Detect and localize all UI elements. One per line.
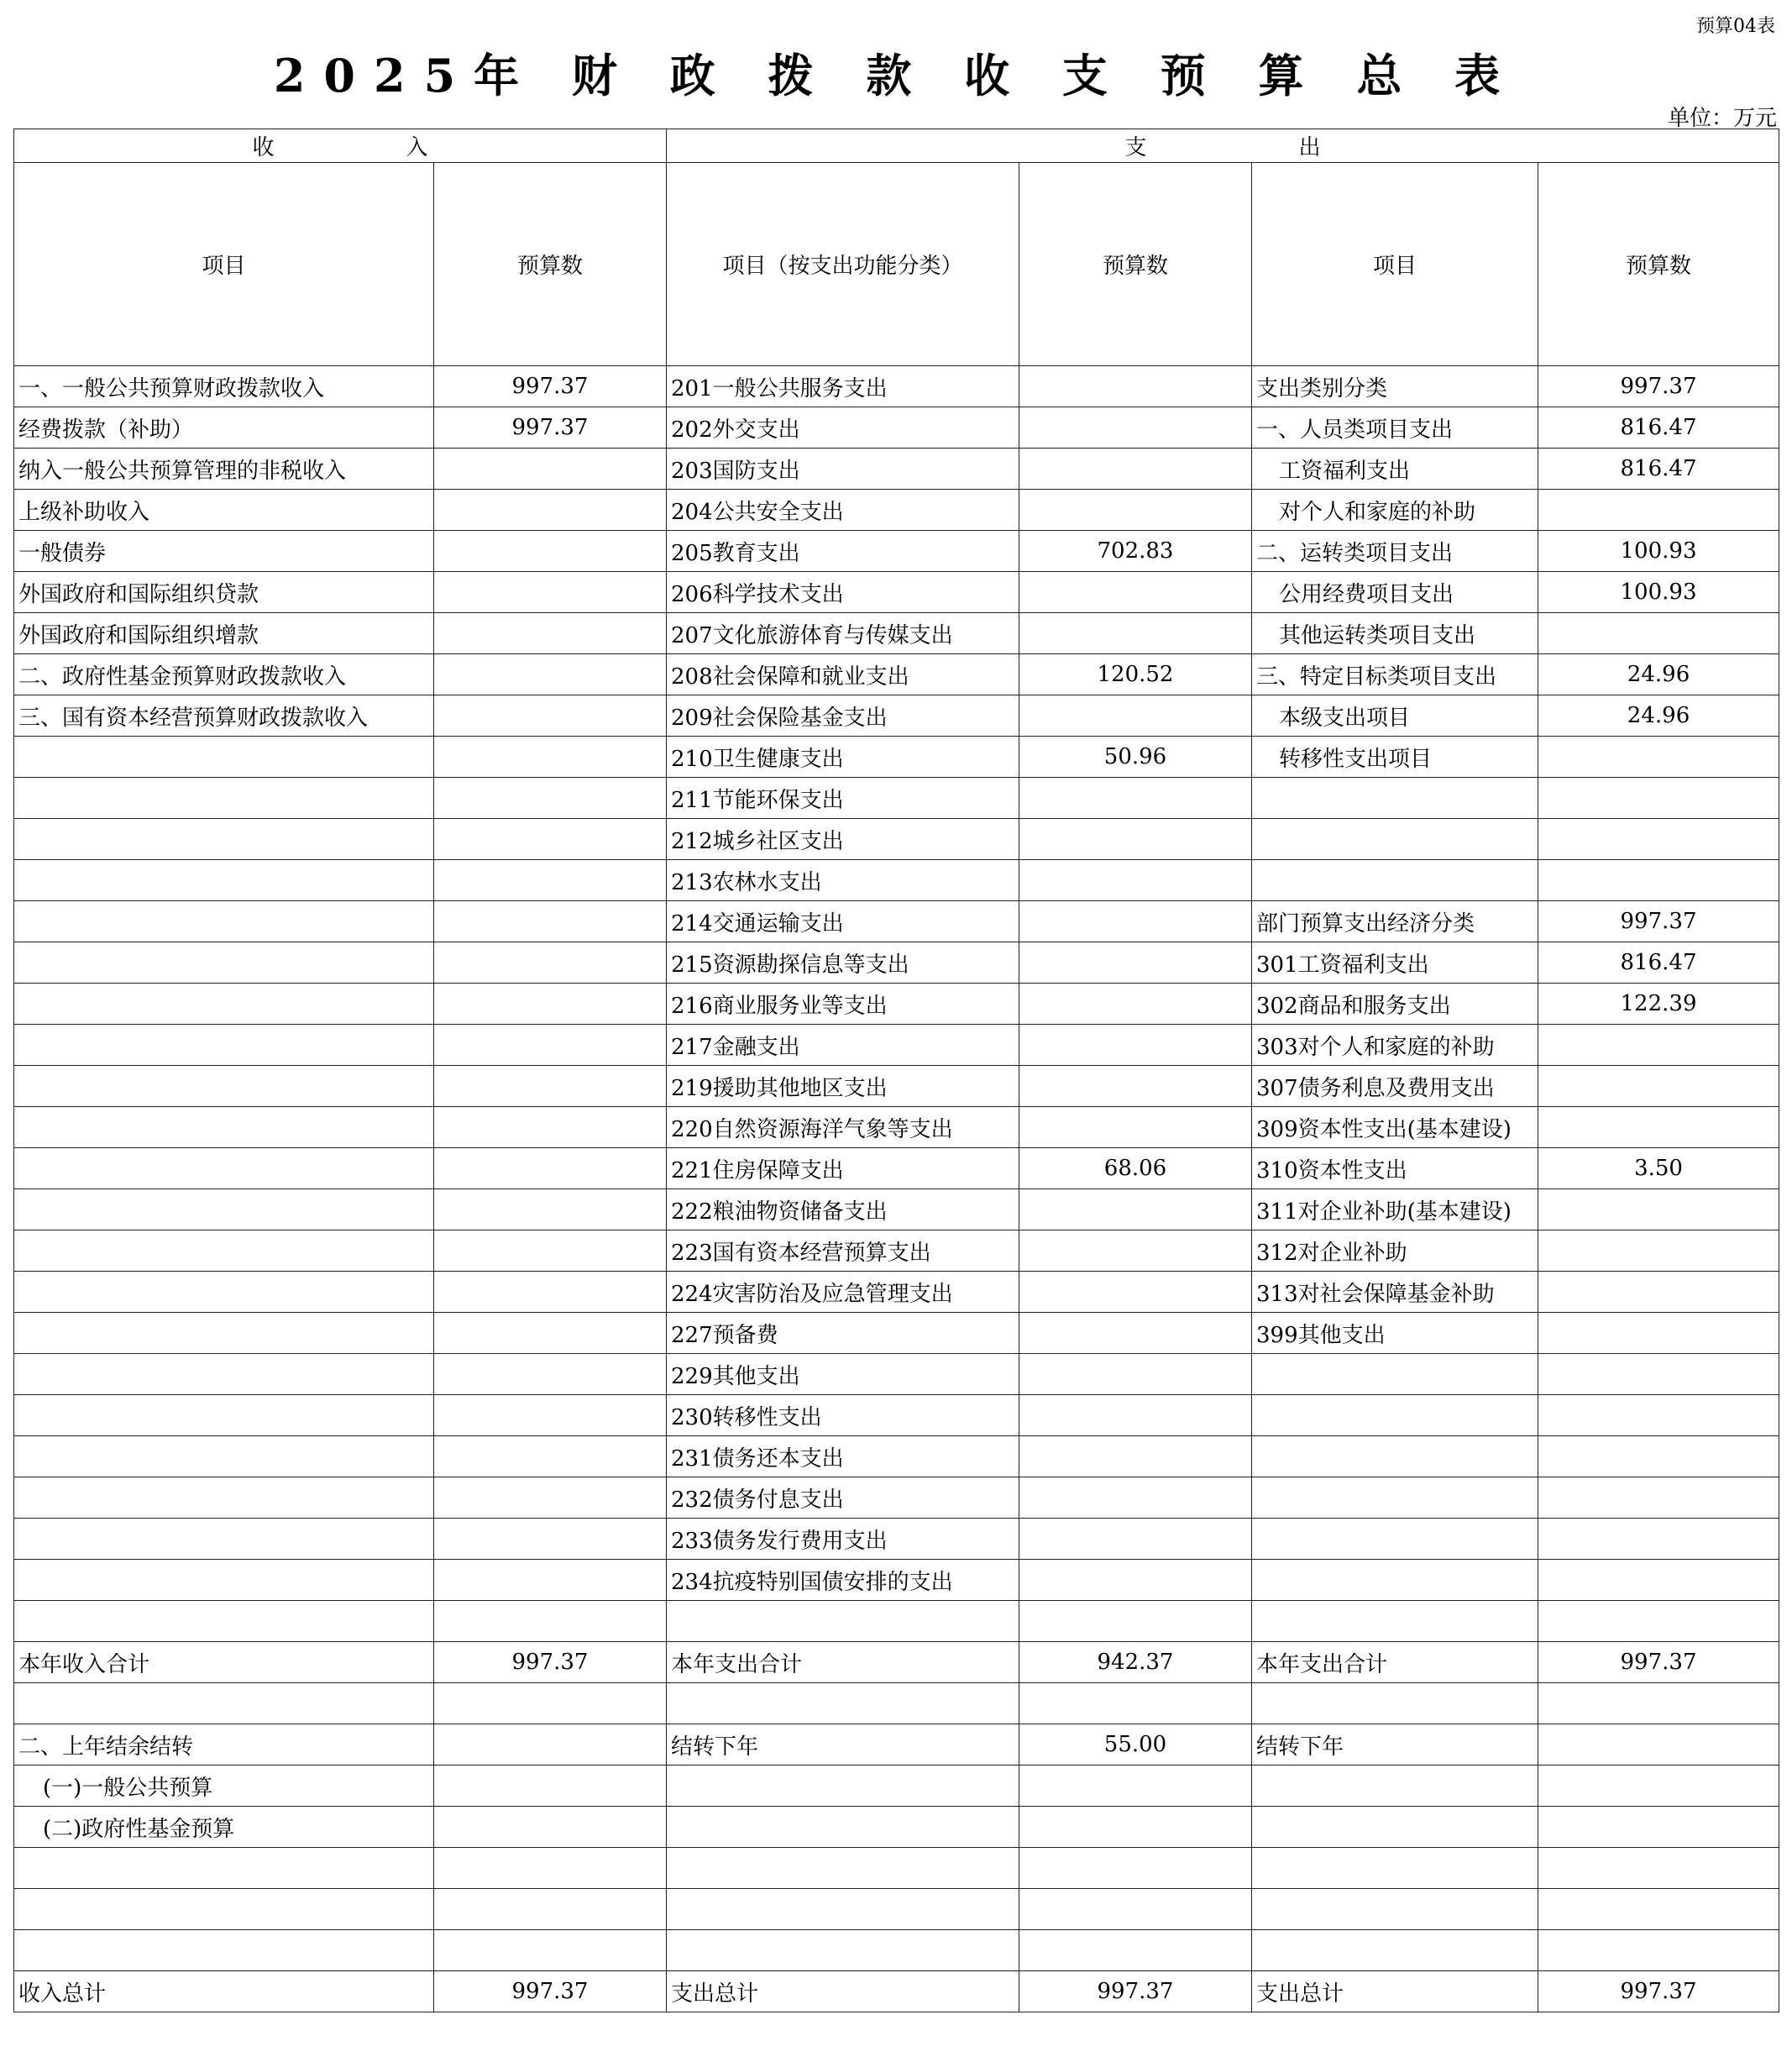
income-item-cell: 二、上年结余结转 bbox=[14, 1724, 434, 1766]
func-budget-cell bbox=[1019, 572, 1252, 613]
func-budget-cell bbox=[1019, 1601, 1252, 1642]
income-item-cell bbox=[14, 1189, 434, 1230]
class-budget-cell: 3.50 bbox=[1538, 1148, 1779, 1189]
income-item-cell bbox=[14, 1930, 434, 1971]
func-budget-cell bbox=[1019, 1230, 1252, 1272]
class-item-cell bbox=[1252, 1766, 1538, 1807]
func-item-cell bbox=[667, 1807, 1019, 1848]
func-item-cell bbox=[667, 1601, 1019, 1642]
table-row bbox=[14, 1230, 1779, 1272]
func-budget-cell bbox=[1019, 1519, 1252, 1560]
class-budget-cell: 24.96 bbox=[1538, 695, 1779, 737]
class-budget-cell bbox=[1538, 1354, 1779, 1395]
income-budget-cell bbox=[434, 1477, 667, 1519]
func-item-cell: 215资源勘探信息等支出 bbox=[667, 942, 1019, 984]
table-row bbox=[14, 819, 1779, 860]
func-item-cell bbox=[667, 1930, 1019, 1971]
income-budget-cell bbox=[434, 942, 667, 984]
income-budget-cell bbox=[434, 1930, 667, 1971]
class-item-cell: 一、人员类项目支出 bbox=[1252, 407, 1538, 449]
class-item-cell bbox=[1252, 778, 1538, 819]
income-item-cell bbox=[14, 1477, 434, 1519]
class-item-cell: 部门预算支出经济分类 bbox=[1252, 901, 1538, 942]
table-row bbox=[14, 531, 1779, 572]
func-budget-cell bbox=[1019, 1189, 1252, 1230]
class-item-cell: 支出总计 bbox=[1252, 1971, 1538, 2012]
table-row bbox=[14, 1971, 1779, 2012]
col-header-class-budget: 预算数 bbox=[1538, 163, 1779, 366]
income-budget-cell bbox=[434, 572, 667, 613]
table-row bbox=[14, 901, 1779, 942]
income-item-cell bbox=[14, 1107, 434, 1148]
income-item-cell bbox=[14, 1148, 434, 1189]
income-item-cell: 外国政府和国际组织贷款 bbox=[14, 572, 434, 613]
func-item-cell: 224灾害防治及应急管理支出 bbox=[667, 1272, 1019, 1313]
class-item-cell: 399其他支出 bbox=[1252, 1313, 1538, 1354]
income-budget-cell bbox=[434, 819, 667, 860]
class-budget-cell bbox=[1538, 1025, 1779, 1066]
func-item-cell: 207文化旅游体育与传媒支出 bbox=[667, 613, 1019, 654]
class-item-cell bbox=[1252, 1930, 1538, 1971]
class-budget-cell: 816.47 bbox=[1538, 449, 1779, 490]
income-budget-cell bbox=[434, 737, 667, 778]
class-budget-cell: 997.37 bbox=[1538, 1642, 1779, 1683]
income-budget-cell bbox=[434, 531, 667, 572]
class-budget-cell bbox=[1538, 1724, 1779, 1766]
func-budget-cell bbox=[1019, 490, 1252, 531]
table-row bbox=[14, 1025, 1779, 1066]
class-budget-cell: 997.37 bbox=[1538, 366, 1779, 407]
income-budget-cell bbox=[434, 901, 667, 942]
func-budget-cell bbox=[1019, 942, 1252, 984]
func-budget-cell bbox=[1019, 860, 1252, 901]
class-item-cell: 311对企业补助(基本建设) bbox=[1252, 1189, 1538, 1230]
func-budget-cell: 68.06 bbox=[1019, 1148, 1252, 1189]
class-budget-cell bbox=[1538, 860, 1779, 901]
func-item-cell bbox=[667, 1683, 1019, 1724]
class-item-cell: 302商品和服务支出 bbox=[1252, 984, 1538, 1025]
func-item-cell: 223国有资本经营预算支出 bbox=[667, 1230, 1019, 1272]
income-budget-cell bbox=[434, 1560, 667, 1601]
income-item-cell bbox=[14, 1683, 434, 1724]
col-header-class-item: 项目 bbox=[1252, 163, 1538, 366]
income-budget-cell bbox=[434, 1889, 667, 1930]
col-header-func-item: 项目（按支出功能分类） bbox=[667, 163, 1019, 366]
func-item-cell: 203国防支出 bbox=[667, 449, 1019, 490]
class-item-cell bbox=[1252, 1354, 1538, 1395]
income-item-cell: 一、一般公共预算财政拨款收入 bbox=[14, 366, 434, 407]
col-header-income-item: 项目 bbox=[14, 163, 434, 366]
func-item-cell: 214交通运输支出 bbox=[667, 901, 1019, 942]
func-budget-cell bbox=[1019, 1848, 1252, 1889]
class-item-cell bbox=[1252, 1519, 1538, 1560]
class-item-cell: 313对社会保障基金补助 bbox=[1252, 1272, 1538, 1313]
table-row bbox=[14, 1066, 1779, 1107]
class-budget-cell bbox=[1538, 1436, 1779, 1477]
income-item-cell bbox=[14, 1395, 434, 1436]
income-budget-cell: 997.37 bbox=[434, 407, 667, 449]
class-item-cell: 工资福利支出 bbox=[1252, 449, 1538, 490]
class-budget-cell: 100.93 bbox=[1538, 572, 1779, 613]
table-row bbox=[14, 449, 1779, 490]
income-budget-cell bbox=[434, 1519, 667, 1560]
income-item-cell bbox=[14, 1848, 434, 1889]
table-row bbox=[14, 1642, 1779, 1683]
income-item-cell bbox=[14, 860, 434, 901]
income-budget-cell bbox=[434, 695, 667, 737]
func-budget-cell bbox=[1019, 1930, 1252, 1971]
table-row bbox=[14, 1436, 1779, 1477]
class-budget-cell bbox=[1538, 1683, 1779, 1724]
func-budget-cell bbox=[1019, 1683, 1252, 1724]
table-row bbox=[14, 1889, 1779, 1930]
income-item-cell bbox=[14, 1272, 434, 1313]
group-header-row bbox=[14, 129, 1779, 163]
income-budget-cell bbox=[434, 490, 667, 531]
class-budget-cell: 24.96 bbox=[1538, 654, 1779, 695]
func-budget-cell bbox=[1019, 778, 1252, 819]
func-budget-cell bbox=[1019, 1272, 1252, 1313]
income-budget-cell bbox=[434, 449, 667, 490]
class-item-cell: 310资本性支出 bbox=[1252, 1148, 1538, 1189]
table-row bbox=[14, 942, 1779, 984]
func-budget-cell bbox=[1019, 366, 1252, 407]
table-row bbox=[14, 1560, 1779, 1601]
income-budget-cell bbox=[434, 1395, 667, 1436]
income-budget-cell bbox=[434, 1601, 667, 1642]
table-row bbox=[14, 572, 1779, 613]
income-budget-cell bbox=[434, 1683, 667, 1724]
class-item-cell: 本年支出合计 bbox=[1252, 1642, 1538, 1683]
class-budget-cell bbox=[1538, 1930, 1779, 1971]
table-row bbox=[14, 613, 1779, 654]
class-item-cell bbox=[1252, 819, 1538, 860]
class-item-cell: 对个人和家庭的补助 bbox=[1252, 490, 1538, 531]
class-item-cell: 301工资福利支出 bbox=[1252, 942, 1538, 984]
func-budget-cell bbox=[1019, 901, 1252, 942]
income-budget-cell bbox=[434, 1025, 667, 1066]
func-budget-cell bbox=[1019, 1395, 1252, 1436]
expense-group-char-1: 支 bbox=[1124, 135, 1147, 160]
income-budget-cell bbox=[434, 654, 667, 695]
func-budget-cell bbox=[1019, 1477, 1252, 1519]
class-budget-cell bbox=[1538, 1189, 1779, 1230]
income-item-cell: 经费拨款（补助） bbox=[14, 407, 434, 449]
income-item-cell bbox=[14, 737, 434, 778]
table-row bbox=[14, 490, 1779, 531]
class-item-cell: 二、运转类项目支出 bbox=[1252, 531, 1538, 572]
income-group-header bbox=[14, 129, 667, 163]
func-budget-cell bbox=[1019, 1889, 1252, 1930]
table-row bbox=[14, 1724, 1779, 1766]
income-budget-cell: 997.37 bbox=[434, 1642, 667, 1683]
income-item-cell bbox=[14, 1889, 434, 1930]
func-budget-cell bbox=[1019, 1807, 1252, 1848]
class-budget-cell bbox=[1538, 1807, 1779, 1848]
func-item-cell: 216商业服务业等支出 bbox=[667, 984, 1019, 1025]
class-item-cell: 307债务利息及费用支出 bbox=[1252, 1066, 1538, 1107]
table-row bbox=[14, 1807, 1779, 1848]
class-item-cell bbox=[1252, 1601, 1538, 1642]
income-budget-cell bbox=[434, 1189, 667, 1230]
expense-group-header bbox=[667, 129, 1779, 163]
table-row bbox=[14, 1272, 1779, 1313]
income-budget-cell bbox=[434, 778, 667, 819]
table-row bbox=[14, 695, 1779, 737]
class-budget-cell bbox=[1538, 1601, 1779, 1642]
func-item-cell bbox=[667, 1889, 1019, 1930]
class-budget-cell bbox=[1538, 613, 1779, 654]
func-item-cell: 230转移性支出 bbox=[667, 1395, 1019, 1436]
func-budget-cell bbox=[1019, 1766, 1252, 1807]
income-budget-cell bbox=[434, 1107, 667, 1148]
class-item-cell bbox=[1252, 1848, 1538, 1889]
class-item-cell bbox=[1252, 1395, 1538, 1436]
income-budget-cell bbox=[434, 1724, 667, 1766]
func-item-cell: 209社会保险基金支出 bbox=[667, 695, 1019, 737]
table-row bbox=[14, 1477, 1779, 1519]
func-item-cell: 222粮油物资储备支出 bbox=[667, 1189, 1019, 1230]
income-item-cell: 外国政府和国际组织增款 bbox=[14, 613, 434, 654]
unit-label: 单位：万元 bbox=[1667, 106, 1777, 131]
table-row bbox=[14, 1107, 1779, 1148]
class-item-cell bbox=[1252, 1436, 1538, 1477]
income-group-char-2: 入 bbox=[406, 135, 428, 160]
class-budget-cell bbox=[1538, 1477, 1779, 1519]
func-item-cell: 204公共安全支出 bbox=[667, 490, 1019, 531]
table-row bbox=[14, 1930, 1779, 1971]
class-item-cell: 303对个人和家庭的补助 bbox=[1252, 1025, 1538, 1066]
income-budget-cell bbox=[434, 1272, 667, 1313]
class-budget-cell bbox=[1538, 1519, 1779, 1560]
func-item-cell: 205教育支出 bbox=[667, 531, 1019, 572]
table-row bbox=[14, 737, 1779, 778]
func-budget-cell: 55.00 bbox=[1019, 1724, 1252, 1766]
income-budget-cell bbox=[434, 1148, 667, 1189]
func-budget-cell bbox=[1019, 695, 1252, 737]
class-item-cell bbox=[1252, 1560, 1538, 1601]
func-item-cell: 201一般公共服务支出 bbox=[667, 366, 1019, 407]
func-budget-cell bbox=[1019, 984, 1252, 1025]
income-item-cell bbox=[14, 1436, 434, 1477]
income-item-cell bbox=[14, 1313, 434, 1354]
func-item-cell: 231债务还本支出 bbox=[667, 1436, 1019, 1477]
func-item-cell: 211节能环保支出 bbox=[667, 778, 1019, 819]
income-item-cell bbox=[14, 1354, 434, 1395]
income-item-cell: 二、政府性基金预算财政拨款收入 bbox=[14, 654, 434, 695]
func-item-cell: 229其他支出 bbox=[667, 1354, 1019, 1395]
income-budget-cell bbox=[434, 1436, 667, 1477]
income-group-char-1: 收 bbox=[252, 135, 275, 160]
class-budget-cell bbox=[1538, 1848, 1779, 1889]
budget-table bbox=[13, 129, 1779, 2012]
func-item-cell: 本年支出合计 bbox=[667, 1642, 1019, 1683]
func-budget-cell bbox=[1019, 1313, 1252, 1354]
class-budget-cell bbox=[1538, 1395, 1779, 1436]
class-budget-cell bbox=[1538, 1107, 1779, 1148]
class-budget-cell bbox=[1538, 1766, 1779, 1807]
income-item-cell: 收入总计 bbox=[14, 1971, 434, 2012]
column-header-row bbox=[14, 163, 1779, 366]
func-item-cell: 233债务发行费用支出 bbox=[667, 1519, 1019, 1560]
income-budget-cell: 997.37 bbox=[434, 366, 667, 407]
func-item-cell: 217金融支出 bbox=[667, 1025, 1019, 1066]
class-budget-cell: 816.47 bbox=[1538, 407, 1779, 449]
class-item-cell: 本级支出项目 bbox=[1252, 695, 1538, 737]
class-budget-cell: 997.37 bbox=[1538, 901, 1779, 942]
func-item-cell: 220自然资源海洋气象等支出 bbox=[667, 1107, 1019, 1148]
table-number: 预算04表 bbox=[1696, 16, 1775, 37]
table-row bbox=[14, 1601, 1779, 1642]
class-item-cell bbox=[1252, 1683, 1538, 1724]
func-item-cell: 支出总计 bbox=[667, 1971, 1019, 2012]
income-item-cell bbox=[14, 1519, 434, 1560]
income-budget-cell: 997.37 bbox=[434, 1971, 667, 2012]
func-item-cell: 212城乡社区支出 bbox=[667, 819, 1019, 860]
func-budget-cell: 997.37 bbox=[1019, 1971, 1252, 2012]
income-budget-cell bbox=[434, 1848, 667, 1889]
func-budget-cell: 120.52 bbox=[1019, 654, 1252, 695]
income-budget-cell bbox=[434, 1066, 667, 1107]
class-item-cell: 其他运转类项目支出 bbox=[1252, 613, 1538, 654]
func-item-cell: 213农林水支出 bbox=[667, 860, 1019, 901]
class-budget-cell bbox=[1538, 1230, 1779, 1272]
table-row bbox=[14, 984, 1779, 1025]
func-budget-cell bbox=[1019, 1354, 1252, 1395]
class-budget-cell bbox=[1538, 1889, 1779, 1930]
class-budget-cell bbox=[1538, 490, 1779, 531]
page-title: 2025年 财 政 拨 款 收 支 预 算 总 表 bbox=[273, 49, 1519, 102]
func-budget-cell bbox=[1019, 613, 1252, 654]
income-item-cell bbox=[14, 778, 434, 819]
class-budget-cell bbox=[1538, 819, 1779, 860]
func-budget-cell bbox=[1019, 1107, 1252, 1148]
func-item-cell: 结转下年 bbox=[667, 1724, 1019, 1766]
table-row bbox=[14, 860, 1779, 901]
class-budget-cell bbox=[1538, 1066, 1779, 1107]
class-item-cell: 312对企业补助 bbox=[1252, 1230, 1538, 1272]
income-budget-cell bbox=[434, 984, 667, 1025]
class-item-cell bbox=[1252, 1477, 1538, 1519]
class-budget-cell: 122.39 bbox=[1538, 984, 1779, 1025]
income-item-cell bbox=[14, 942, 434, 984]
income-budget-cell bbox=[434, 1766, 667, 1807]
income-budget-cell bbox=[434, 1313, 667, 1354]
func-item-cell: 208社会保障和就业支出 bbox=[667, 654, 1019, 695]
table-row bbox=[14, 778, 1779, 819]
table-row bbox=[14, 1848, 1779, 1889]
class-budget-cell bbox=[1538, 737, 1779, 778]
class-item-cell: 三、特定目标类项目支出 bbox=[1252, 654, 1538, 695]
table-row bbox=[14, 1683, 1779, 1724]
table-row bbox=[14, 654, 1779, 695]
func-budget-cell: 50.96 bbox=[1019, 737, 1252, 778]
class-item-cell bbox=[1252, 1807, 1538, 1848]
func-item-cell: 232债务付息支出 bbox=[667, 1477, 1019, 1519]
income-item-cell: (二)政府性基金预算 bbox=[14, 1807, 434, 1848]
income-item-cell: 本年收入合计 bbox=[14, 1642, 434, 1683]
income-item-cell bbox=[14, 1066, 434, 1107]
class-budget-cell: 816.47 bbox=[1538, 942, 1779, 984]
func-item-cell: 219援助其他地区支出 bbox=[667, 1066, 1019, 1107]
income-item-cell bbox=[14, 1601, 434, 1642]
table-row bbox=[14, 407, 1779, 449]
class-item-cell bbox=[1252, 1889, 1538, 1930]
func-item-cell bbox=[667, 1848, 1019, 1889]
func-budget-cell: 702.83 bbox=[1019, 531, 1252, 572]
func-budget-cell bbox=[1019, 1025, 1252, 1066]
class-item-cell: 309资本性支出(基本建设) bbox=[1252, 1107, 1538, 1148]
income-item-cell bbox=[14, 1230, 434, 1272]
table-row bbox=[14, 1354, 1779, 1395]
table-row bbox=[14, 1313, 1779, 1354]
func-budget-cell bbox=[1019, 407, 1252, 449]
class-budget-cell bbox=[1538, 1313, 1779, 1354]
income-item-cell: 上级补助收入 bbox=[14, 490, 434, 531]
income-budget-cell bbox=[434, 860, 667, 901]
func-budget-cell bbox=[1019, 1066, 1252, 1107]
func-item-cell: 202外交支出 bbox=[667, 407, 1019, 449]
func-budget-cell bbox=[1019, 819, 1252, 860]
income-budget-cell bbox=[434, 1354, 667, 1395]
class-budget-cell bbox=[1538, 1560, 1779, 1601]
class-budget-cell: 997.37 bbox=[1538, 1971, 1779, 2012]
func-item-cell: 234抗疫特别国债安排的支出 bbox=[667, 1560, 1019, 1601]
func-item-cell: 206科学技术支出 bbox=[667, 572, 1019, 613]
income-item-cell bbox=[14, 1560, 434, 1601]
func-item-cell: 221住房保障支出 bbox=[667, 1148, 1019, 1189]
income-item-cell bbox=[14, 901, 434, 942]
col-header-func-budget: 预算数 bbox=[1019, 163, 1252, 366]
class-item-cell: 支出类别分类 bbox=[1252, 366, 1538, 407]
income-item-cell: (一)一般公共预算 bbox=[14, 1766, 434, 1807]
income-item-cell bbox=[14, 819, 434, 860]
table-row bbox=[14, 1519, 1779, 1560]
class-item-cell: 转移性支出项目 bbox=[1252, 737, 1538, 778]
income-budget-cell bbox=[434, 613, 667, 654]
income-item-cell: 三、国有资本经营预算财政拨款收入 bbox=[14, 695, 434, 737]
class-item-cell bbox=[1252, 860, 1538, 901]
class-item-cell: 公用经费项目支出 bbox=[1252, 572, 1538, 613]
func-item-cell bbox=[667, 1766, 1019, 1807]
func-item-cell: 227预备费 bbox=[667, 1313, 1019, 1354]
table-row bbox=[14, 1766, 1779, 1807]
income-item-cell bbox=[14, 1025, 434, 1066]
col-header-income-budget: 预算数 bbox=[434, 163, 667, 366]
income-item-cell: 纳入一般公共预算管理的非税收入 bbox=[14, 449, 434, 490]
func-budget-cell bbox=[1019, 1560, 1252, 1601]
income-budget-cell bbox=[434, 1807, 667, 1848]
class-budget-cell bbox=[1538, 1272, 1779, 1313]
func-budget-cell bbox=[1019, 449, 1252, 490]
class-budget-cell bbox=[1538, 778, 1779, 819]
class-item-cell: 结转下年 bbox=[1252, 1724, 1538, 1766]
func-item-cell: 210卫生健康支出 bbox=[667, 737, 1019, 778]
income-item-cell: 一般债券 bbox=[14, 531, 434, 572]
table-row bbox=[14, 1189, 1779, 1230]
income-budget-cell bbox=[434, 1230, 667, 1272]
table-row bbox=[14, 1148, 1779, 1189]
expense-group-char-2: 出 bbox=[1298, 135, 1321, 160]
table-row bbox=[14, 366, 1779, 407]
table-row bbox=[14, 1395, 1779, 1436]
func-budget-cell: 942.37 bbox=[1019, 1642, 1252, 1683]
income-item-cell bbox=[14, 984, 434, 1025]
func-budget-cell bbox=[1019, 1436, 1252, 1477]
class-budget-cell: 100.93 bbox=[1538, 531, 1779, 572]
